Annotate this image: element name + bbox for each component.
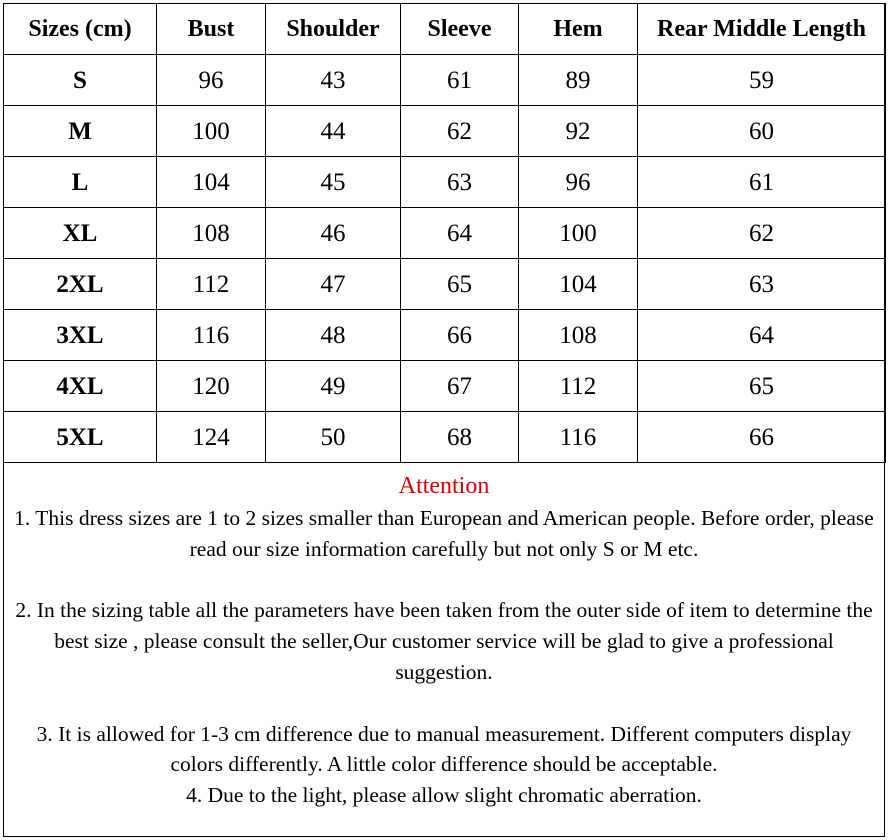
attention-title: Attention bbox=[398, 473, 490, 499]
hem-cell: 112 bbox=[519, 361, 638, 412]
note-item-3: 3. It is allowed for 1-3 cm difference due to manual measurement. Different computers display colors differently. A little color difference should be acceptable. bbox=[36, 721, 852, 777]
size-cell: 3XL bbox=[4, 310, 157, 361]
rear-middle-length-cell: 59 bbox=[638, 55, 886, 106]
rear-middle-length-cell: 62 bbox=[638, 208, 886, 259]
size-cell: S bbox=[4, 55, 157, 106]
rear-middle-length-cell: 64 bbox=[638, 310, 886, 361]
rear-middle-length-cell: 61 bbox=[638, 157, 886, 208]
shoulder-cell: 47 bbox=[266, 259, 401, 310]
sleeve-cell: 64 bbox=[401, 208, 519, 259]
rear-middle-length-cell: 65 bbox=[638, 361, 886, 412]
shoulder-cell: 45 bbox=[266, 157, 401, 208]
column-header-sizes: Sizes (cm) bbox=[4, 4, 157, 55]
hem-cell: 104 bbox=[519, 259, 638, 310]
sleeve-cell: 66 bbox=[401, 310, 519, 361]
size-cell: 2XL bbox=[4, 259, 157, 310]
column-header-sleeve: Sleeve bbox=[401, 4, 519, 55]
shoulder-cell: 48 bbox=[266, 310, 401, 361]
sleeve-cell: 67 bbox=[401, 361, 519, 412]
shoulder-cell: 44 bbox=[266, 106, 401, 157]
bust-cell: 108 bbox=[157, 208, 266, 259]
bust-cell: 104 bbox=[157, 157, 266, 208]
table-row bbox=[4, 412, 886, 463]
rear-middle-length-cell: 66 bbox=[638, 412, 886, 463]
size-cell: L bbox=[4, 157, 157, 208]
sleeve-cell: 62 bbox=[401, 106, 519, 157]
table-row bbox=[4, 310, 886, 361]
hem-cell: 108 bbox=[519, 310, 638, 361]
table-header-row bbox=[4, 4, 886, 55]
hem-cell: 96 bbox=[519, 157, 638, 208]
table-row bbox=[4, 55, 886, 106]
size-cell: 4XL bbox=[4, 361, 157, 412]
hem-cell: 89 bbox=[519, 55, 638, 106]
bust-cell: 124 bbox=[157, 412, 266, 463]
bust-cell: 120 bbox=[157, 361, 266, 412]
size-cell: XL bbox=[4, 208, 157, 259]
hem-cell: 116 bbox=[519, 412, 638, 463]
column-header-hem: Hem bbox=[519, 4, 638, 55]
table-row bbox=[4, 259, 886, 310]
size-cell: M bbox=[4, 106, 157, 157]
table-row bbox=[4, 361, 886, 412]
sleeve-cell: 61 bbox=[401, 55, 519, 106]
bust-cell: 96 bbox=[157, 55, 266, 106]
column-header-bust: Bust bbox=[157, 4, 266, 55]
size-chart bbox=[3, 3, 885, 837]
rear-middle-length-cell: 60 bbox=[638, 106, 886, 157]
shoulder-cell: 49 bbox=[266, 361, 401, 412]
table-row bbox=[4, 106, 886, 157]
column-header-rear-middle-length: Rear Middle Length bbox=[638, 4, 886, 55]
bust-cell: 116 bbox=[157, 310, 266, 361]
note-item-2: 2. In the sizing table all the parameters have been taken from the outer side of item to determine the best size , please consult the seller,Our customer service will be glad to give a professional suggestion. bbox=[15, 598, 873, 684]
hem-cell: 100 bbox=[519, 208, 638, 259]
column-header-shoulder: Shoulder bbox=[266, 4, 401, 55]
sleeve-cell: 65 bbox=[401, 259, 519, 310]
attention-notes bbox=[4, 467, 884, 811]
bust-cell: 100 bbox=[157, 106, 266, 157]
hem-cell: 92 bbox=[519, 106, 638, 157]
size-cell: 5XL bbox=[4, 412, 157, 463]
rear-middle-length-cell: 63 bbox=[638, 259, 886, 310]
table-row bbox=[4, 157, 886, 208]
table-row bbox=[4, 208, 886, 259]
bust-cell: 112 bbox=[157, 259, 266, 310]
note-item-1: 1. This dress sizes are 1 to 2 sizes smaller than European and American people. Before order, please read our size information carefully but not only S or M etc. bbox=[14, 506, 874, 561]
note-item-4: 4. Due to the light, please allow slight chromatic aberration. bbox=[186, 783, 702, 808]
sleeve-cell: 68 bbox=[401, 412, 519, 463]
shoulder-cell: 43 bbox=[266, 55, 401, 106]
shoulder-cell: 50 bbox=[266, 412, 401, 463]
sleeve-cell: 63 bbox=[401, 157, 519, 208]
size-table bbox=[3, 3, 886, 463]
shoulder-cell: 46 bbox=[266, 208, 401, 259]
